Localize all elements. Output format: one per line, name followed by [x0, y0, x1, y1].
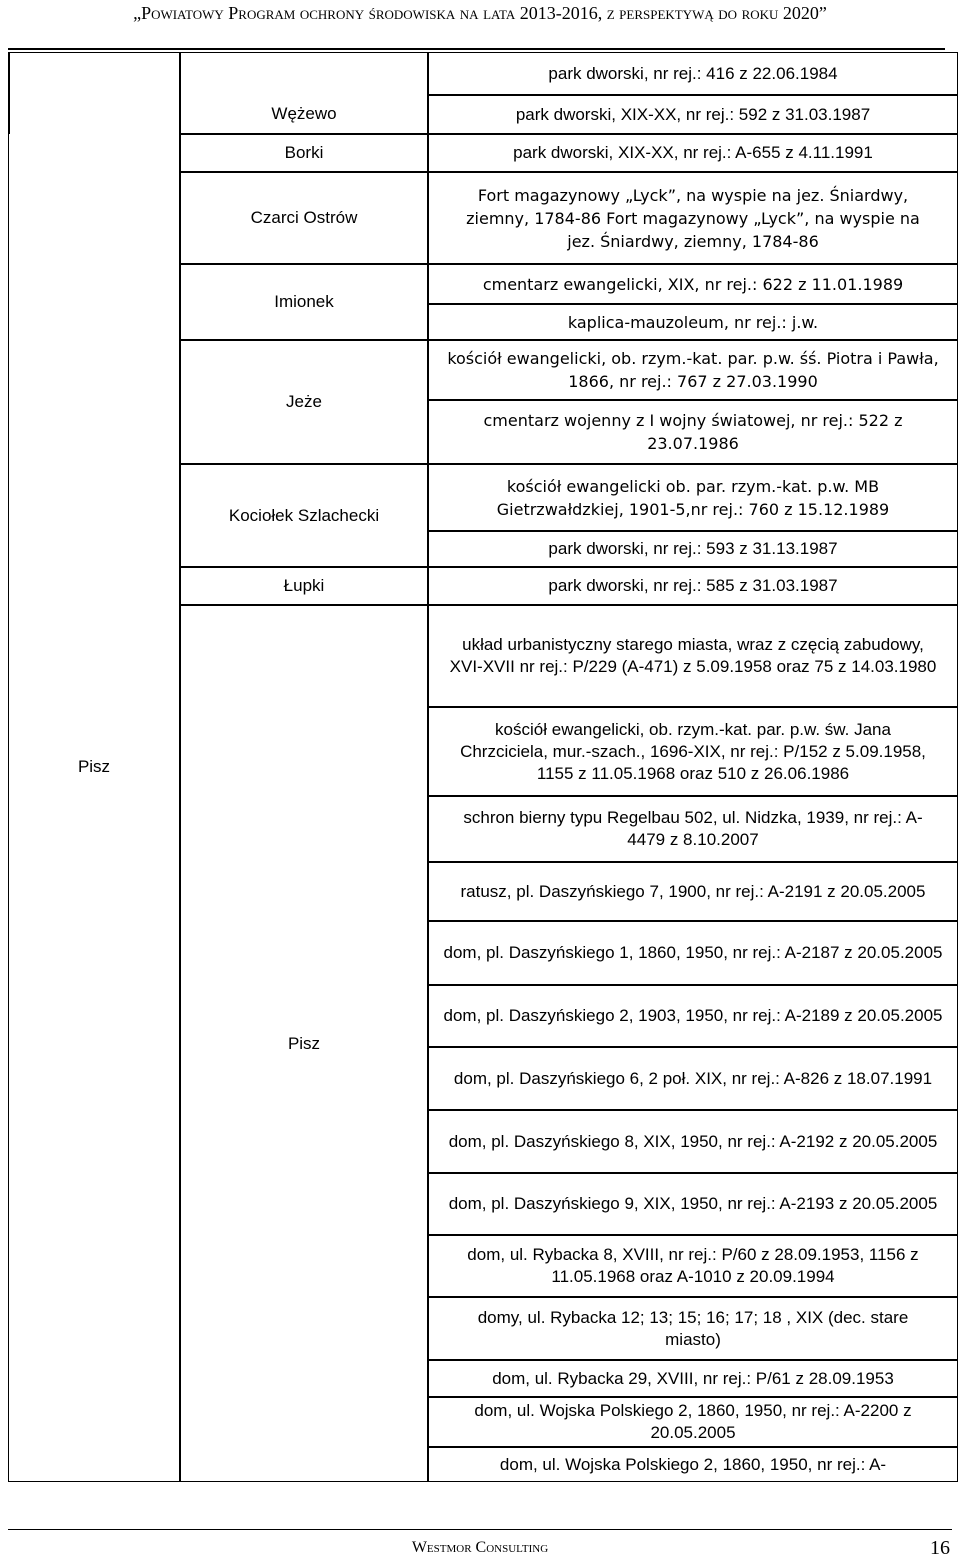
header-rule	[8, 48, 945, 50]
monument-row: kaplica-mauzoleum, nr rej.: j.w.	[428, 304, 958, 340]
locality-jeze: Jeże	[180, 340, 428, 464]
locality-wezewo	[8, 52, 10, 134]
monument-row: kościół ewangelicki, ob. rzym.-kat. par. p.w. św. Jana Chrzciciela, mur.-szach., 1696-XIX, nr rej.: P/152 z 5.09.1958, 1155 z 11.05.1968 oraz 510 z 26.06.1986	[428, 707, 958, 796]
monument-row: cmentarz ewangelicki, XIX, nr rej.: 622 z 11.01.1989	[428, 264, 958, 304]
locality-czarci-ostrow: Czarci Ostrów	[180, 172, 428, 264]
monument-row: dom, ul. Wojska Polskiego 2, 1860, 1950, nr rej.: A-2200 z 20.05.2005	[428, 1397, 958, 1447]
monument-row: dom, ul. Rybacka 29, XVIII, nr rej.: P/61 z 28.09.1953	[428, 1360, 958, 1397]
monument-row: park dworski, nr rej.: 416 z 22.06.1984	[428, 52, 958, 95]
monument-row: dom, ul. Rybacka 8, XVIII, nr rej.: P/60 z 28.09.1953, 1156 z 11.05.1968 oraz A-1010 z 20.09.1994	[428, 1235, 958, 1297]
locality-kociolek-szlachecki: Kociołek Szlachecki	[180, 464, 428, 567]
monument-row: cmentarz wojenny z I wojny światowej, nr rej.: 522 z 23.07.1986	[428, 400, 958, 464]
monument-row: dom, pl. Daszyńskiego 6, 2 poł. XIX, nr rej.: A-826 z 18.07.1991	[428, 1047, 958, 1110]
page-number: 16	[930, 1537, 950, 1559]
footer-rule	[8, 1529, 952, 1530]
locality-lupki: Łupki	[180, 567, 428, 605]
header-title: Powiatowy Program ochrony środowiska na lata 2013-2016, z perspektywą do roku 2020	[141, 3, 819, 23]
header-open-quote: „	[133, 3, 142, 23]
monument-row: dom, pl. Daszyńskiego 8, XIX, 1950, nr rej.: A-2192 z 20.05.2005	[428, 1110, 958, 1173]
footer-company: Westmor Consulting	[411, 1539, 549, 1556]
monument-row: Fort magazynowy „Lyck”, na wyspie na jez. Śniardwy, ziemny, 1784-86 Fort magazynowy „Lyck”, na wyspie na jez. Śniardwy, ziemny, 1784-86	[428, 172, 958, 264]
locality-pisz: Pisz	[180, 605, 428, 1482]
monument-row: ratusz, pl. Daszyńskiego 7, 1900, nr rej.: A-2191 z 20.05.2005	[428, 862, 958, 921]
monument-row: park dworski, XIX-XX, nr rej.: 592 z 31.03.1987	[428, 95, 958, 134]
locality-borki: Borki	[180, 134, 428, 172]
monument-row: układ urbanistyczny starego miasta, wraz z częcią zabudowy, XVI-XVII nr rej.: P/229 (A-471) z 5.09.1958 oraz 75 z 14.03.1980	[428, 605, 958, 707]
locality-wezewo: Wężewo	[180, 52, 428, 134]
monument-row: dom, pl. Daszyńskiego 2, 1903, 1950, nr rej.: A-2189 z 20.05.2005	[428, 985, 958, 1047]
monument-row: schron bierny typu Regelbau 502, ul. Nidzka, 1939, nr rej.: A-4479 z 8.10.2007	[428, 796, 958, 862]
monument-row: kościół ewangelicki ob. par. rzym.-kat. p.w. MB Gietrzwałdzkiej, 1901-5,nr rej.: 760 z 15.12.1989	[428, 464, 958, 531]
monument-row: kościół ewangelicki, ob. rzym.-kat. par. p.w. śś. Piotra i Pawła, 1866, nr rej.: 767 z 27.03.1990	[428, 340, 958, 400]
locality-imionek: Imionek	[180, 264, 428, 340]
header-close-quote: ”	[818, 3, 827, 23]
page-footer	[0, 1537, 960, 1559]
page-header	[0, 0, 960, 38]
monument-row: park dworski, XIX-XX, nr rej.: A-655 z 4.11.1991	[428, 134, 958, 172]
monument-row: dom, pl. Daszyńskiego 1, 1860, 1950, nr rej.: A-2187 z 20.05.2005	[428, 921, 958, 985]
commune-cell: Pisz	[8, 52, 180, 1482]
monument-row: park dworski, nr rej.: 593 z 31.13.1987	[428, 531, 958, 567]
monument-row: park dworski, nr rej.: 585 z 31.03.1987	[428, 567, 958, 605]
monument-row: dom, pl. Daszyńskiego 9, XIX, 1950, nr rej.: A-2193 z 20.05.2005	[428, 1173, 958, 1235]
monument-row: dom, ul. Wojska Polskiego 2, 1860, 1950, nr rej.: A-	[428, 1447, 958, 1482]
monument-row: domy, ul. Rybacka 12; 13; 15; 16; 17; 18 , XIX (dec. stare miasto)	[428, 1297, 958, 1360]
